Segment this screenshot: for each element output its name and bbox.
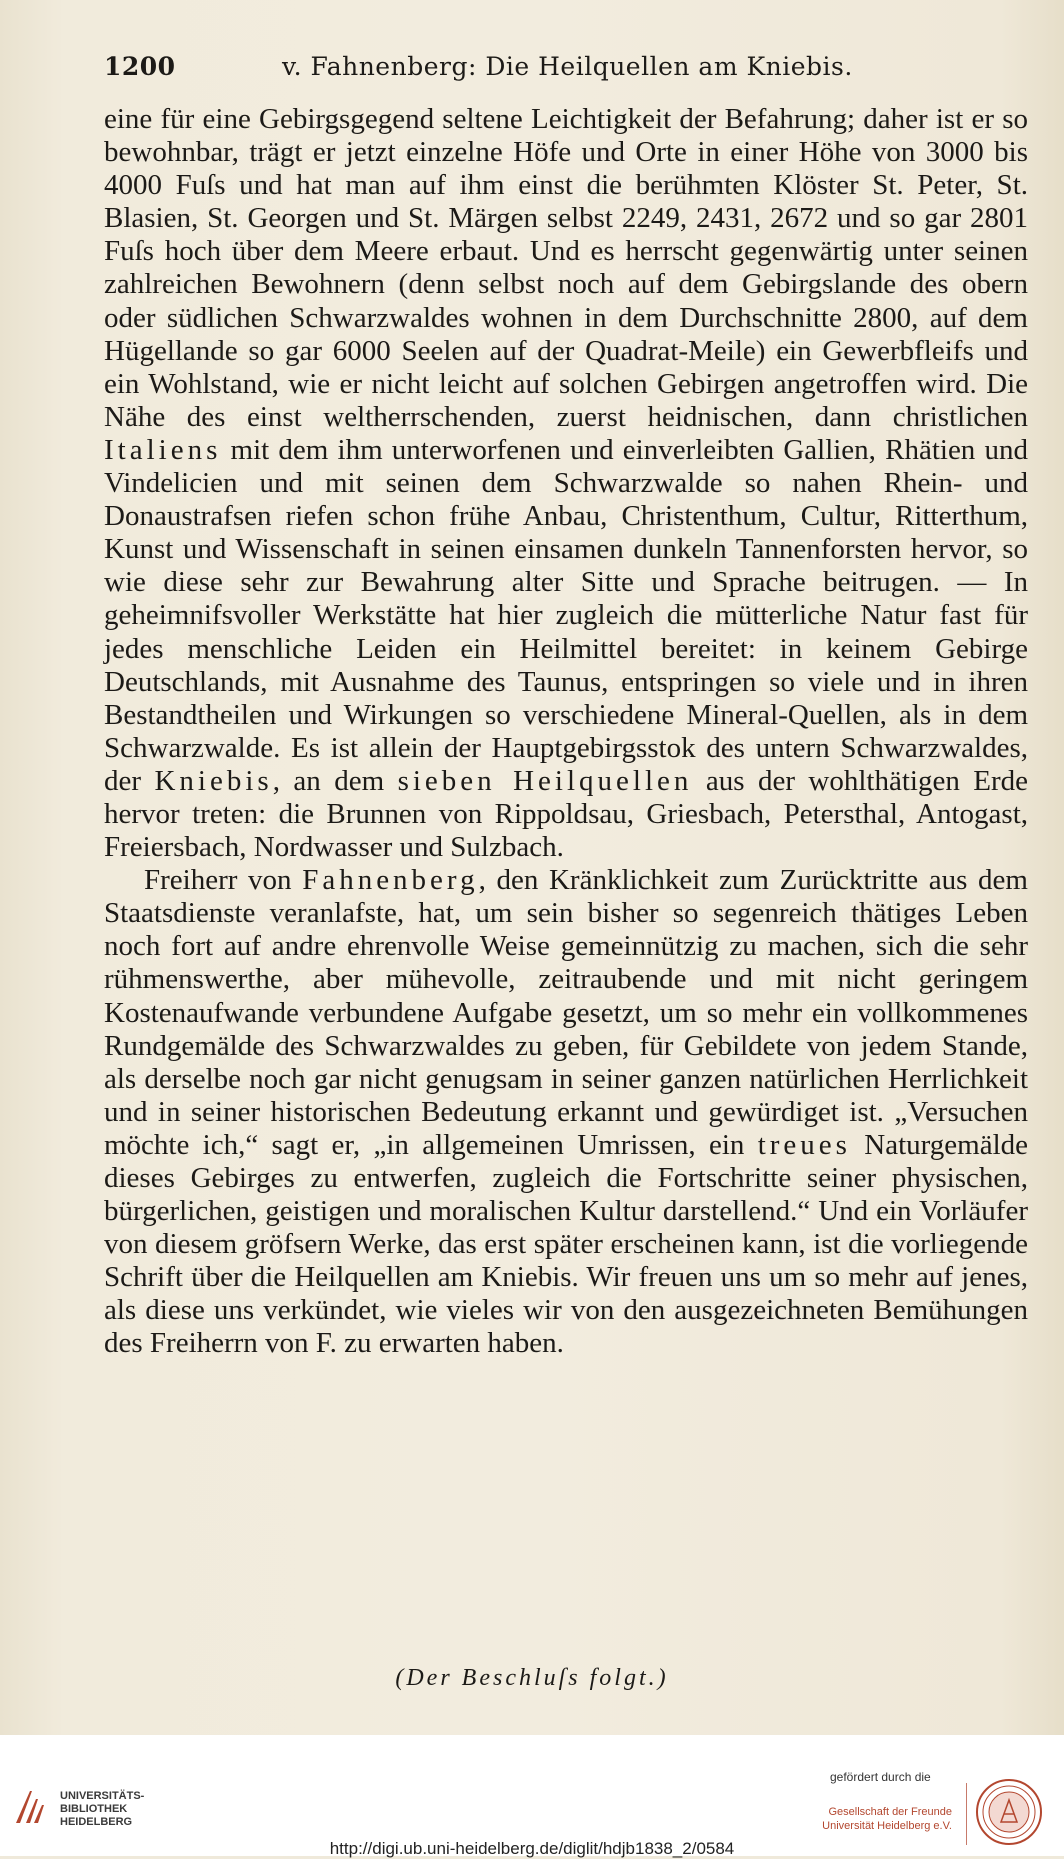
text-run: , an dem <box>272 764 398 797</box>
permalink-url[interactable]: http://digi.ub.uni-heidelberg.de/diglit/hdjb1838_2/0584 <box>329 1839 735 1858</box>
sponsor-divider <box>966 1783 967 1845</box>
running-header <box>104 52 944 92</box>
spaced-emphasis: sieben Heilquellen <box>397 764 693 797</box>
library-line-3: HEIDELBERG <box>60 1816 133 1828</box>
text-run: eine für eine Gebirgsgegend seltene Leichtigkeit der Befahrung; daher ist er so bewohnbar, trägt er jetzt einzelne Höfe und Orte in einer Höhe von 3000 bis 4000 Fuſs und hat man auf ihm einst die berühmten Klöster St. Peter, St. Blasien, St. Georgen und St. Märgen selbst 2249, 2431, 2672 und so gar 2801 Fuſs hoch über dem Meere erbaut. Und es herrscht gegenwärtig unter seinen zahlreichen Bewohnern (denn selbst noch auf dem Gebirgslande des obern oder südlichen Schwarzwaldes wohnen in dem Durchschnitte 2800, auf dem Hügellande so gar 6000 Seelen auf der Quadrat-Meile) ein Gewerbfleifs und ein Wohlstand, wie er nicht leicht auf solchen Gebirgen angetroffen wird. Die Nähe des einst weltherrschenden, zuerst heidnischen, dann christlichen <box>104 103 1028 433</box>
body-paragraph <box>104 864 1028 1360</box>
university-seal-icon <box>975 1778 1043 1846</box>
continuation-note: (Der Beschluſs folgt.) <box>395 1665 669 1691</box>
text-run: , den Kränklichkeit zum Zurücktritte aus dem Staatsdienste veranlafste, hat, um sein bisher so segenreich thätiges Leben noch fort auf andre ehrenvolle Weise gemeinnützig zu machen, sich die sehr rühmenswerthe, aber mühevolle, zeitraubende und mit nicht geringem Kostenaufwande verbundene Aufgabe gesetzt, um so mehr ein vollkommenes Rundgemälde des Schwarzwaldes zu geben, für Gebildete von jedem Stande, als derselbe noch gar nicht genugsam in seiner ganzen natürlichen Herrlichkeit und in seiner historischen Bedeutung erkannt und gewürdiget ist. „Versuchen möchte ich,“ sagt er, „in allgemeinen Umrissen, ein <box>104 864 1028 1161</box>
spaced-emphasis: Fahnenberg <box>302 864 479 897</box>
sponsor-label: gefördert durch die <box>830 1770 931 1784</box>
page-number: 1200 <box>104 52 176 81</box>
text-run: mit dem ihm unterworfenen und einverleibten Gallien, Rhätien und Vindelicien und mit seinen dem Schwarzwalde so nahen Rhein- und Donaustrafsen riefen schon frühe Anbau, Christenthum, Cultur, Ritterthum, Kunst und Wissenschaft in seinen einsamen dunkeln Tannenforsten hervor, so wie diese sehr zur Bewahrung alter Sitte und Sprache beitrugen. — In geheimnifsvoller Werkstätte hat hier zugleich die mütterliche Natur fast für jedes menschliche Leiden ein Heilmittel bereitet: in keinem Gebirge Deutschlands, mit Ausnahme des Taunus, entspringen so viele und in ihren Bestandtheilen und Wirkungen so verschiedene Mineral-Quellen, als in dem Schwarzwalde. Es ist allein der Hauptgebirgsstok des untern Schwarzwaldes, der <box>104 433 1028 797</box>
sponsor-line-1: Gesellschaft der Freunde <box>828 1806 952 1818</box>
body-text <box>104 103 1028 1361</box>
library-line-1: UNIVERSITÄTS- <box>60 1790 145 1802</box>
footer-bar <box>0 1735 1064 1856</box>
text-run: aus der wohlthätigen Erde hervor treten: die Brunnen von Rippoldsau, Griesbach, Petersthal, Antogast, Freiersbach, Nordwasser und Sulzbach. <box>104 764 1029 864</box>
library-name <box>60 1790 144 1829</box>
text-run: Naturgemälde dieses Gebirges zu entwerfen, zugleich die Fortschritte seiner physischen, bürgerlichen, geistigen und moralischen Kultur darstellend.“ Und ein Vorläufer von diesem gröfsern Werke, das erst später erscheinen kann, ist die vorliegende Schrift über die Heilquellen am Kniebis. Wir freuen uns um so mehr auf jenes, als diese uns verkündet, wie vieles wir von den ausgezeichneten Bemühungen des Freiherrn von F. zu erwarten haben. <box>104 1128 1028 1360</box>
library-line-2: BIBLIOTHEK <box>60 1803 128 1815</box>
spaced-emphasis: treues <box>757 1128 851 1161</box>
sponsor-name <box>822 1805 952 1833</box>
ub-heidelberg-logo-icon <box>10 1785 54 1829</box>
spaced-emphasis: Italiens <box>104 433 222 466</box>
text-run: Freiherr von <box>144 864 303 897</box>
spaced-emphasis: Kniebis <box>154 764 273 797</box>
running-title: v. Fahnenberg: Die Heilquellen am Kniebis. <box>282 52 853 81</box>
sponsor-line-2: Universität Heidelberg e.V. <box>822 1820 952 1832</box>
body-paragraph <box>104 103 1028 864</box>
